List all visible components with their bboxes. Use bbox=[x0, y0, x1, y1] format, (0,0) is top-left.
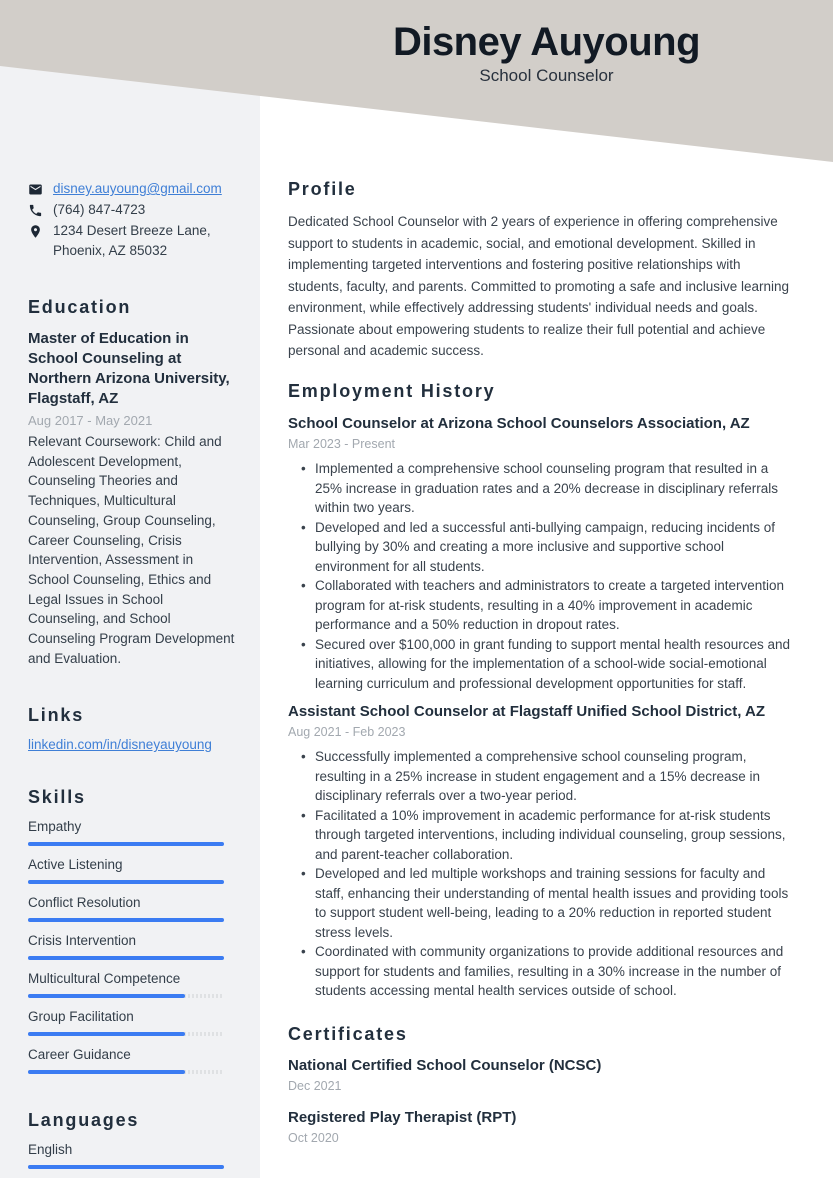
certificate-entry bbox=[288, 1056, 797, 1094]
contact-address-row bbox=[28, 221, 235, 261]
language-bar bbox=[28, 1165, 224, 1169]
languages-section bbox=[28, 1110, 235, 1178]
job-bullet: • Coordinated with community organizations to provide additional resources and support for students and families, resulting in a 30% increase in the number of students accessing mental health services outside of school. bbox=[301, 942, 797, 1001]
job-bullet: • Implemented a comprehensive school counseling program that resulted in a 25% increase in graduation rates and a 20% decrease in disciplinary referrals within two years. bbox=[301, 459, 797, 518]
education-heading: Education bbox=[28, 297, 132, 317]
job-bullet: • Successfully implemented a comprehensive school counseling program, resulting in a 25% increase in student engagement and a 15% decrease in disciplinary referrals over a two-year period. bbox=[301, 747, 797, 806]
page-title: Disney Auyoung bbox=[392, 20, 701, 64]
language-bar-fill bbox=[28, 1165, 224, 1169]
languages-list bbox=[28, 1141, 235, 1169]
skill-bar-fill bbox=[28, 1070, 185, 1074]
phone-number: (764) 847-4723 bbox=[53, 202, 146, 217]
job-bullet: • Facilitated a 10% improvement in academic performance for at-risk students through targeted interventions, including individual counseling, group sessions, and parent-teacher collaboration. bbox=[301, 806, 797, 865]
header bbox=[260, 21, 833, 87]
certificates-section bbox=[288, 1024, 797, 1146]
skill-bar bbox=[28, 1070, 224, 1074]
skill-name: Active Listening bbox=[28, 857, 123, 872]
address-line-2: Phoenix, AZ 85032 bbox=[53, 243, 168, 258]
skill-bar-fill bbox=[28, 842, 224, 846]
job-bullet: • Secured over $100,000 in grant funding to support mental health resources and initiatives, allowing for the implementation of a school-wide social-emotional learning curriculum and professional development opportunities for staff. bbox=[301, 635, 797, 694]
skill-item bbox=[28, 970, 235, 998]
education-degree: Master of Education in School Counseling at Northern Arizona University, Flagstaff, AZ bbox=[28, 330, 230, 407]
languages-heading: Languages bbox=[28, 1110, 140, 1130]
education-section bbox=[28, 297, 235, 668]
education-description: Relevant Coursework: Child and Adolescent Development, Counseling Theories and Techniques, Multicultural Counseling, Group Counseling, Career Counseling, Crisis Intervention, Assessment in School Counseling, Ethics and Legal Issues in School Counseling, and School Counseling Program Development and Evaluation. bbox=[28, 434, 235, 666]
links-heading: Links bbox=[28, 705, 85, 725]
links-section bbox=[28, 705, 235, 754]
skill-bar bbox=[28, 956, 224, 960]
job-title: School Counselor bbox=[479, 66, 614, 85]
profile-text: Dedicated School Counselor with 2 years of experience in offering comprehensive support to students in academic, social, and emotional development. Skilled in implementing targeted interventions and fostering positive relationships with students, faculty, and parents. Committed to promoting a safe and inclusive learning environment, while effectively addressing students' individual needs and goals. Passionate about empowering students to realize their full potential and achieve personal and academic success. bbox=[288, 214, 790, 358]
skill-name: Empathy bbox=[28, 819, 82, 834]
skill-bar-fill bbox=[28, 1032, 185, 1036]
skill-name: Crisis Intervention bbox=[28, 933, 137, 948]
skill-bar bbox=[28, 918, 224, 922]
job-entry-date: Aug 2021 - Feb 2023 bbox=[288, 725, 406, 739]
linkedin-link[interactable]: linkedin.com/in/disneyauyoung bbox=[28, 737, 212, 752]
certificate-entry bbox=[288, 1108, 797, 1146]
job-entry bbox=[288, 702, 797, 1001]
language-name: English bbox=[28, 1142, 73, 1157]
certificate-title: Registered Play Therapist (RPT) bbox=[288, 1109, 517, 1126]
skill-name: Group Facilitation bbox=[28, 1009, 134, 1024]
skill-bar-fill bbox=[28, 918, 224, 922]
certificate-date: Dec 2021 bbox=[288, 1079, 342, 1093]
language-item bbox=[28, 1141, 235, 1169]
contact-email-row bbox=[28, 179, 235, 199]
address bbox=[53, 221, 211, 261]
skill-name: Multicultural Competence bbox=[28, 971, 181, 986]
skills-section bbox=[28, 787, 235, 1084]
job-bullet: • Collaborated with teachers and administrators to create a targeted intervention program for at-risk students, resulting in a 40% improvement in academic performance and a 50% reduction in dropout rates. bbox=[301, 576, 797, 635]
employment-heading: Employment History bbox=[288, 381, 496, 401]
job-entry-title: Assistant School Counselor at Flagstaff Unified School District, AZ bbox=[288, 703, 765, 720]
job-entry-title: School Counselor at Arizona School Counselors Association, AZ bbox=[288, 415, 750, 432]
skill-bar bbox=[28, 1032, 224, 1036]
skills-heading: Skills bbox=[28, 787, 86, 807]
job-bullet: • Developed and led multiple workshops and training sessions for faculty and staff, enhancing their understanding of mental health issues and providing tools to support student well-being, leading to a 20% reduction in reported student stress levels. bbox=[301, 864, 797, 942]
contact-phone-row bbox=[28, 200, 235, 220]
skill-name: Conflict Resolution bbox=[28, 895, 141, 910]
phone-icon bbox=[28, 203, 43, 218]
job-bullet-list bbox=[301, 459, 797, 693]
email-link[interactable]: disney.auyoung@gmail.com bbox=[53, 181, 222, 196]
skill-bar bbox=[28, 880, 224, 884]
skill-item bbox=[28, 856, 235, 884]
job-bullet-list bbox=[301, 747, 797, 1001]
employment-section bbox=[288, 381, 797, 1001]
envelope-icon bbox=[28, 182, 43, 197]
certificate-title: National Certified School Counselor (NCSC) bbox=[288, 1057, 602, 1074]
profile-section bbox=[288, 179, 797, 362]
skill-bar-fill bbox=[28, 994, 185, 998]
skill-item bbox=[28, 818, 235, 846]
skill-item bbox=[28, 1046, 235, 1074]
skill-bar bbox=[28, 994, 224, 998]
profile-heading: Profile bbox=[288, 179, 357, 199]
address-line-1: 1234 Desert Breeze Lane, bbox=[53, 223, 211, 238]
skill-bar-fill bbox=[28, 956, 224, 960]
job-entry bbox=[288, 414, 797, 693]
skill-name: Career Guidance bbox=[28, 1047, 131, 1062]
contact-section bbox=[28, 179, 235, 261]
job-bullet: • Developed and led a successful anti-bullying campaign, reducing incidents of bullying by 30% and creating a more inclusive and supportive school environment for all students. bbox=[301, 518, 797, 577]
skill-item bbox=[28, 932, 235, 960]
skill-bar-fill bbox=[28, 880, 224, 884]
certificates-heading: Certificates bbox=[288, 1024, 408, 1044]
skill-bar bbox=[28, 842, 224, 846]
skill-item bbox=[28, 894, 235, 922]
job-entry-date: Mar 2023 - Present bbox=[288, 437, 395, 451]
certificate-date: Oct 2020 bbox=[288, 1131, 339, 1145]
skills-list bbox=[28, 818, 235, 1074]
map-pin-icon bbox=[28, 224, 43, 239]
skill-item bbox=[28, 1008, 235, 1036]
education-date: Aug 2017 - May 2021 bbox=[28, 413, 153, 428]
